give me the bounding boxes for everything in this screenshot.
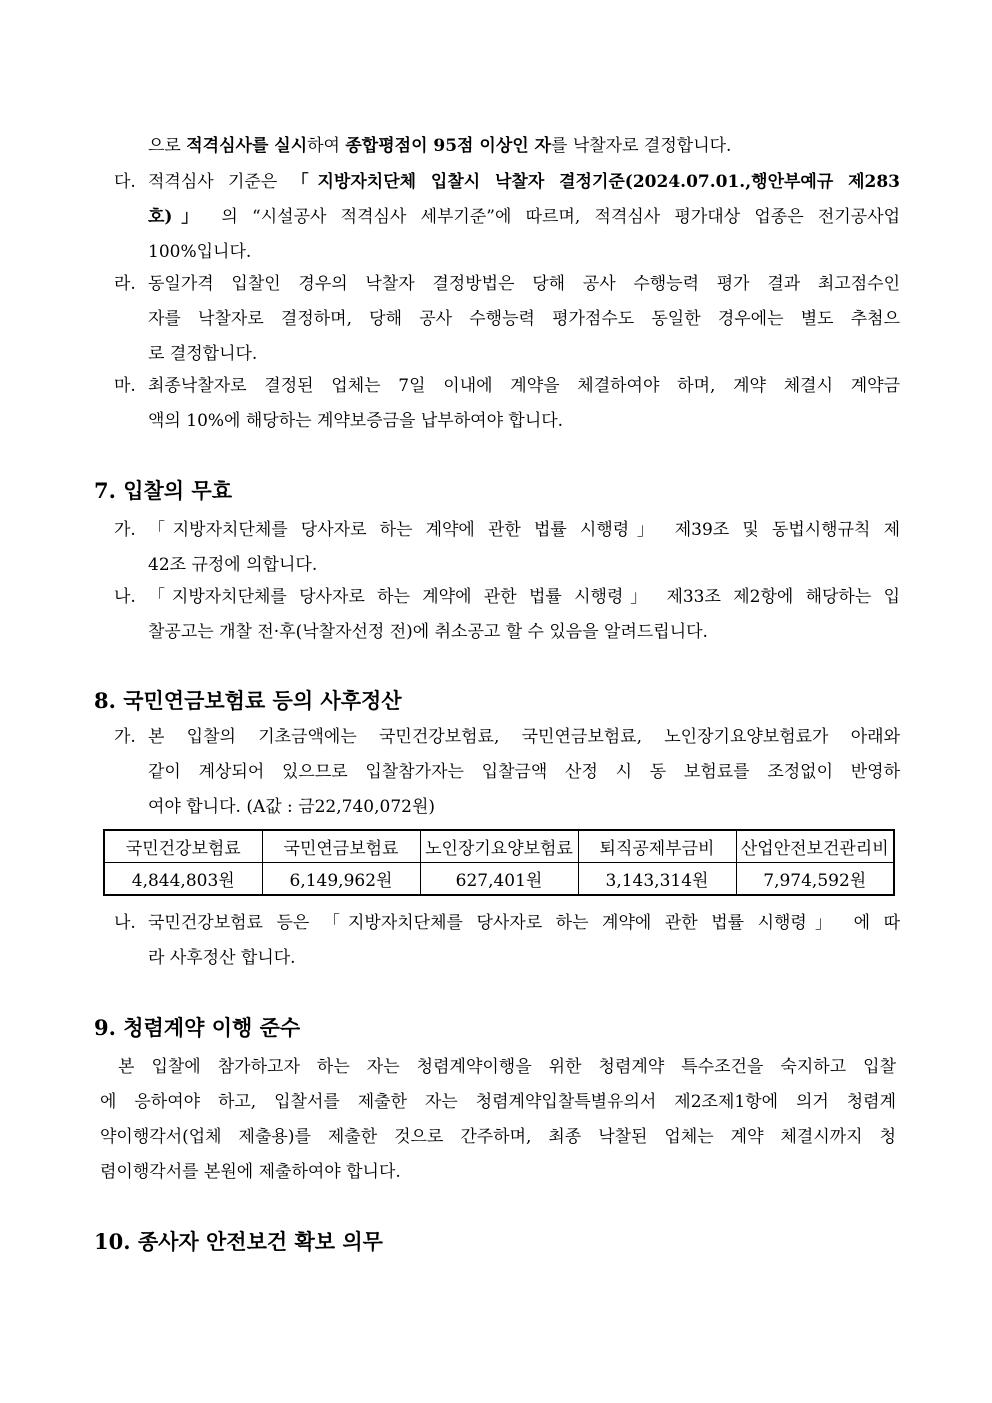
text-line: 국민건강보험료 등은 「지방자치단체를 당사자로 하는 계약에 관한 법률 시행령」 에 따	[148, 913, 900, 933]
section-heading: 7. 입찰의 무효	[94, 478, 232, 503]
text-line: 액의 10%에 해당하는 계약보증금을 납부하여야 합니다.	[148, 411, 564, 431]
text-line: 여야 합니다. (A값 : 금22,740,072원)	[148, 797, 435, 817]
text-run: 으로	[148, 136, 187, 156]
section-heading: 10. 종사자 안전보건 확보 의무	[94, 1229, 383, 1254]
table-header-cell: 국민연금보험료	[262, 830, 420, 863]
text-line: 본 입찰의 기초금액에는 국민건강보험료, 국민연금보험료, 노인장기요양보험료가 아래와	[148, 727, 900, 747]
table-cell: 4,844,803원	[104, 863, 262, 896]
table-header-cell: 국민건강보험료	[104, 830, 262, 863]
text-run: 하여	[307, 136, 346, 156]
bold-text-run: 종합평점이 95점 이상인 자	[345, 136, 552, 156]
text-line: 라 사후정산 합니다.	[148, 948, 296, 968]
bold-text-run: 호)」	[148, 207, 208, 227]
table-cell: 627,401원	[420, 863, 578, 896]
text-run: 의 “시설공사 적격심사 세부기준”에 따르며, 적격심사 평가대상 업종은 전기공사업	[221, 207, 901, 227]
text-line: 로 결정합니다.	[148, 344, 258, 364]
sec6-continuation-line	[148, 129, 731, 164]
list-marker: 가.	[114, 727, 136, 747]
table-cell: 3,143,314원	[578, 863, 736, 896]
table-row	[104, 863, 894, 896]
insurance-table	[103, 829, 895, 896]
text-line	[148, 200, 900, 235]
text-line: 렴이행각서를 본원에 제출하여야 합니다.	[100, 1162, 401, 1182]
text-line: 약이행각서(업체 제출용)를 제출한 것으로 간주하며, 최종 낙찰된 업체는 계약 체결시까지 청	[100, 1127, 896, 1147]
table-header-cell: 산업안전보건관리비	[736, 830, 894, 863]
text-line: 100%입니다.	[148, 242, 252, 262]
list-marker: 나.	[114, 587, 136, 607]
table-header-cell: 노인장기요양보험료	[420, 830, 578, 863]
bold-text-run: 적격심사를 실시	[186, 136, 308, 156]
list-marker: 마.	[114, 376, 136, 396]
text-line: 찰공고는 개찰 전·후(낙찰자선정 전)에 취소공고 할 수 있음을 알려드립니다.	[148, 622, 708, 642]
text-line: 동일가격 입찰인 경우의 낙찰자 결정방법은 당해 공사 수행능력 평가 결과 최고점수인	[148, 274, 900, 294]
section-heading: 9. 청렴계약 이행 준수	[94, 1015, 301, 1040]
paragraph	[100, 1050, 896, 1190]
table-header-cell: 퇴직공제부금비	[578, 830, 736, 863]
list-marker: 다.	[114, 172, 136, 192]
text-run: 적격심사 기준은	[148, 172, 292, 192]
text-line: 42조 규정에 의합니다.	[148, 555, 318, 575]
text-line: 에 응하여야 하고, 입찰서를 제출한 자는 청렴계약입찰특별유의서 제2조제1항에 의거 청렴계	[100, 1092, 896, 1112]
text-line: 「지방자치단체를 당사자로 하는 계약에 관한 법률 시행령」 제33조 제2항에 해당하는 입	[148, 587, 900, 607]
text-run: 를 낙찰자로 결정합니다.	[551, 136, 732, 156]
table-header-row	[104, 830, 894, 863]
text-line	[148, 165, 900, 200]
table-cell: 6,149,962원	[262, 863, 420, 896]
text-line: 「지방자치단체를 당사자로 하는 계약에 관한 법률 시행령」 제39조 및 동법시행규칙 제	[148, 520, 900, 540]
list-marker: 나.	[114, 913, 136, 933]
table-cell: 7,974,592원	[736, 863, 894, 896]
text-line: 최종낙찰자로 결정된 업체는 7일 이내에 계약을 체결하여야 하며, 계약 체결시 계약금	[148, 376, 900, 396]
section-heading: 8. 국민연금보험료 등의 사후정산	[94, 688, 402, 713]
list-marker: 가.	[114, 520, 136, 540]
text-line: 본 입찰에 참가하고자 하는 자는 청렴계약이행을 위한 청렴계약 특수조건을 숙지하고 입찰	[118, 1057, 896, 1077]
text-line: 자를 낙찰자로 결정하며, 당해 공사 수행능력 평가점수도 동일한 경우에는 별도 추첨으	[148, 309, 900, 329]
bold-text-run: 「지방자치단체 입찰시 낙찰자 결정기준(2024.07.01.,행안부예규 제283	[291, 172, 900, 192]
list-marker: 라.	[114, 274, 136, 294]
text-line: 같이 계상되어 있으므로 입찰참가자는 입찰금액 산정 시 동 보험료를 조정없이 반영하	[148, 762, 900, 782]
